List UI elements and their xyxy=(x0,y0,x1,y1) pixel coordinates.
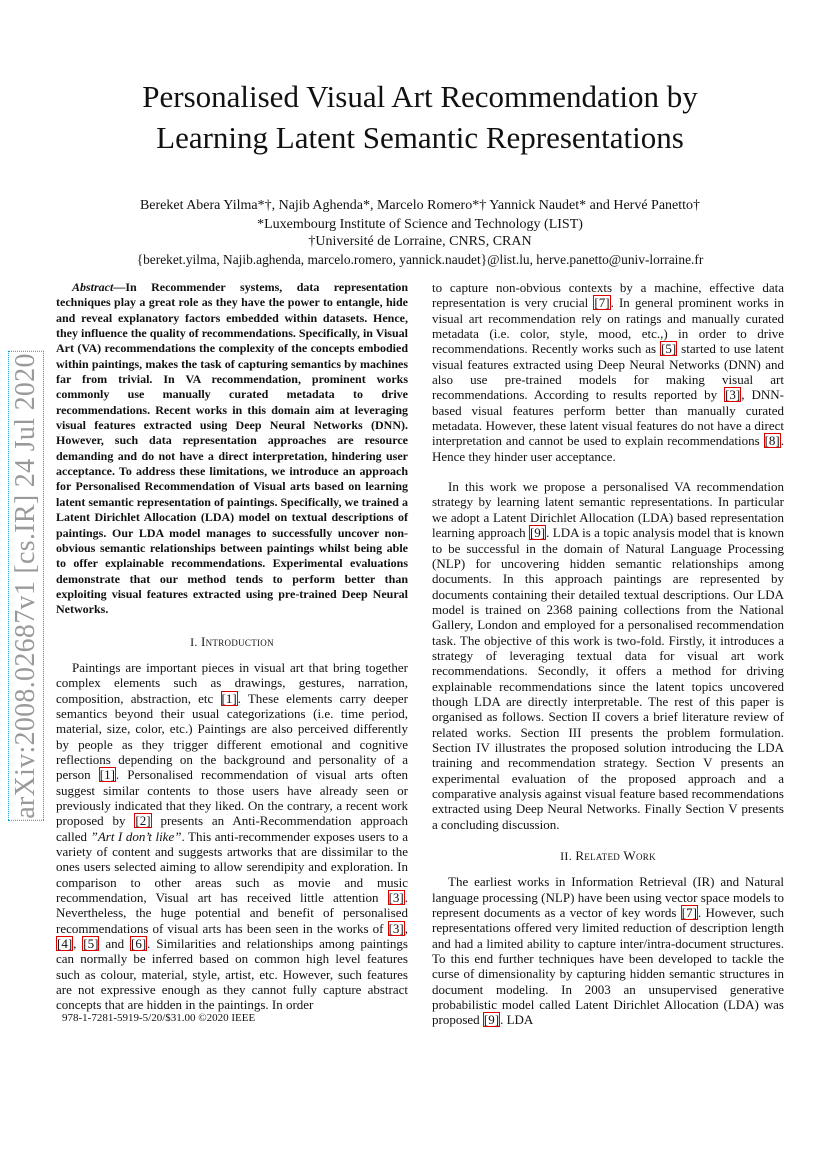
abstract-lead: Abstract xyxy=(72,280,114,294)
affiliation-list: *Luxembourg Institute of Science and Technology (LIST) xyxy=(257,217,583,232)
text-run: started to use latent visual features extracted using Deep Neural Networks (DNN) and also use pre-trained models for making visual art recommendations. According to results reported by xyxy=(432,341,785,403)
section-name: Related Work xyxy=(575,848,656,864)
text-run: In this work we propose a personalised VA recommendation strategy by learning latent semantic representations. In particular we adopt a Latent Dirichlet Allocation (LDA) based representation learning approach xyxy=(432,479,784,541)
text-run: . In general prominent works in visual art recommendation rely on ratings and manually curated metadata (i.e. color, style, mood, etc.,) in order to drive recommendations. Recently works such as xyxy=(432,295,784,357)
section-heading-introduction xyxy=(56,634,408,650)
citation-link[interactable]: [1] xyxy=(99,767,115,783)
text-run: and xyxy=(99,936,130,952)
copyright-notice: 978-1-7281-5919-5/20/$31.00 ©2020 IEEE xyxy=(62,1012,256,1024)
text-run: . Nevertheless, the huge potential and benefit of personalised recommendations of visual arts has been seen in the works of xyxy=(56,890,408,936)
text-run: , xyxy=(73,936,83,952)
left-column xyxy=(56,280,408,1013)
affiliation-lorraine: †Université de Lorraine, CNRS, CRAN xyxy=(308,234,532,249)
authors: Bereket Abera Yilma*†, Najib Aghenda*, Marcelo Romero*† Yannick Naudet* and Hervé Panetto† xyxy=(139,198,701,213)
arxiv-stamp xyxy=(8,346,44,826)
citation-link[interactable]: [3] xyxy=(388,890,404,906)
title-line-2: Learning Latent Semantic Representations xyxy=(156,120,684,155)
citation-link[interactable]: [5] xyxy=(83,936,99,952)
intro-paragraph-continued xyxy=(432,280,784,464)
section-name: Introduction xyxy=(200,633,274,649)
text-run: . Hence they hinder user acceptance. xyxy=(432,433,784,464)
paper-title xyxy=(60,76,780,158)
text-run: . LDA xyxy=(500,1012,534,1028)
citation-link[interactable]: [4] xyxy=(57,936,73,952)
text-run: . This anti-recommender exposes users to a variety of content and suggests artworks that are dissimilar to the ones users selected aiming to allow serendipity and exploration. In comparison to other areas such as movie and music recommendation, Visual art has received little attention xyxy=(56,828,409,906)
text-run: . Personalised recommendation of visual arts often suggest similar contents to those users have already seen or previously indicated that they liked. On the contrary, a recent work proposed by xyxy=(56,767,408,829)
text-run: presents an Anti-Recommendation approach called xyxy=(56,813,408,844)
related-work-paragraph xyxy=(432,874,784,1027)
text-run: . These elements carry deeper semantics beyond their usual categorizations (i.e. time period, material, size, color, etc.) Paintings are also perceived differently by people as they trigger different emotional and cognitive reflections depending on the background and personality of a person xyxy=(56,690,408,783)
proposal-paragraph xyxy=(432,479,784,832)
abstract xyxy=(56,280,408,618)
text-run: . Similarities and relationships among paintings can normally be inferred based on common high level features such as colour, material, style, artist, etc. However, such features are not expressive enough as they cannot fully capture abstract concepts that are hidden in the paintings. In order xyxy=(56,936,408,1013)
citation-link[interactable]: [8] xyxy=(764,433,780,449)
citation-link[interactable]: [9] xyxy=(483,1012,500,1028)
citation-link[interactable]: [1] xyxy=(221,690,237,706)
citation-link[interactable]: [3] xyxy=(725,387,741,403)
abstract-body: —In Recommender systems, data representation techniques play a great role as they have the power to entangle, hide and reveal explanatory factors embedded within datasets. Hence, they influence the quality of recommendations. Specifically, in Visual Art (VA) recommendations the complexity of the concepts embodied within paintings, makes the task of capturing semantics by machines far from trivial. In VA recommendation, prominent works commonly use manually curated metadata to drive recommendations. Recent works in this domain aim at leveraging visual features extracted using Deep Neural Networks (DNN). However, such data representation approaches are resource demanding and do not have a direct interpretation, hindering user acceptance. To address these limitations, we introduce an approach for Personalised Recommendation of Visual arts based on learning latent semantic representation of paintings. Specifically, we trained a Latent Dirichlet Allocation (LDA) model on textual descriptions of paintings. Our LDA model manages to successfully uncover non-obvious semantic relationships between paintings whilst being able to offer explainable recommendations. Experimental evaluations demonstrate that our method tends to perform better than exploiting visual features extracted using pre-trained Deep Neural Networks. xyxy=(56,280,408,617)
citation-link[interactable]: [9] xyxy=(529,525,546,541)
text-run: , DNN-based visual features perform better than manually curated metadata. However, these latent visual features do not have a direct interpretation and cannot be used to explain recommendations xyxy=(432,387,784,449)
citation-link[interactable]: [7] xyxy=(681,905,697,921)
text-run: . However, such representations offered very limited reduction of description length and had a limited ability to capture inter/intra-document structures. To this end further techniques have been developed to tackle the curse of dimensionality by capturing hidden semantic structures in document modeling. In 2003 an unsupervised generative probabilistic model called Latent Dirichlet Allocation (LDA) was proposed xyxy=(432,905,784,1028)
citation-link[interactable]: [5] xyxy=(661,341,677,357)
citation-link[interactable]: [2] xyxy=(135,813,151,829)
author-emails: {bereket.yilma, Najib.aghenda, marcelo.romero, yannick.naudet}@list.lu, herve.panetto@univ-lorraine.fr xyxy=(136,252,704,267)
intro-paragraph xyxy=(56,660,408,1013)
text-run: Paintings are important pieces in visual art that bring together complex elements such as drawings, gestures, narration, composition, abstraction, etc xyxy=(56,659,408,706)
right-column xyxy=(432,280,784,1028)
text-run: . LDA is a topic analysis model that is known to be successful in the domain of Natural Language Processing (NLP) for uncovering hidden semantic relationships among documents. In this approach paintings are represented by documents containing their detailed textual descriptions. Our LDA model is trained on 2368 paining collections from the National Gallery, London and employed for a personalised recommendation task. The objective of this work is two-fold. Firstly, it introduces a strategy of leveraging textual data for visual art work recommendations. Secondly, it offers a method for driving explainable recommendations since the latent topics uncovered though LDA are directly interpretable. The rest of this paper is organised as follows. Section II covers a brief literature review of related works. Section III presents the problem formulation. Section IV illustrates the proposed solution introducing the LDA training and recommendation strategy. Section V presents an experimental evaluation of the proposed approach and a comparative analysis against visual feature based recommendations extracted using Deep Neural Networks. Finally Section V presents a concluding discussion. xyxy=(432,525,785,832)
text-run: The earliest works in Information Retrieval (IR) and Natural language processing (NLP) have been using vector space models to represent documents as a vector of key words xyxy=(432,874,784,921)
text-run: to capture non-obvious contexts by a machine, effective data representation is very crucial xyxy=(432,280,784,311)
arxiv-stamp-text: arXiv:2008.02687v1 [cs.IR] 24 Jul 2020 xyxy=(10,353,41,819)
text-run: , xyxy=(404,920,408,936)
section-number: II. xyxy=(560,849,576,864)
citation-link[interactable]: [3] xyxy=(388,920,404,936)
section-heading-related-work xyxy=(432,848,784,864)
title-line-1: Personalised Visual Art Recommendation by xyxy=(142,79,698,114)
citation-link[interactable]: [6] xyxy=(131,936,147,952)
quoted-title: ”Art I don’t like” xyxy=(90,828,182,844)
citation-link[interactable]: [7] xyxy=(594,295,610,311)
section-number: I. xyxy=(190,634,201,649)
